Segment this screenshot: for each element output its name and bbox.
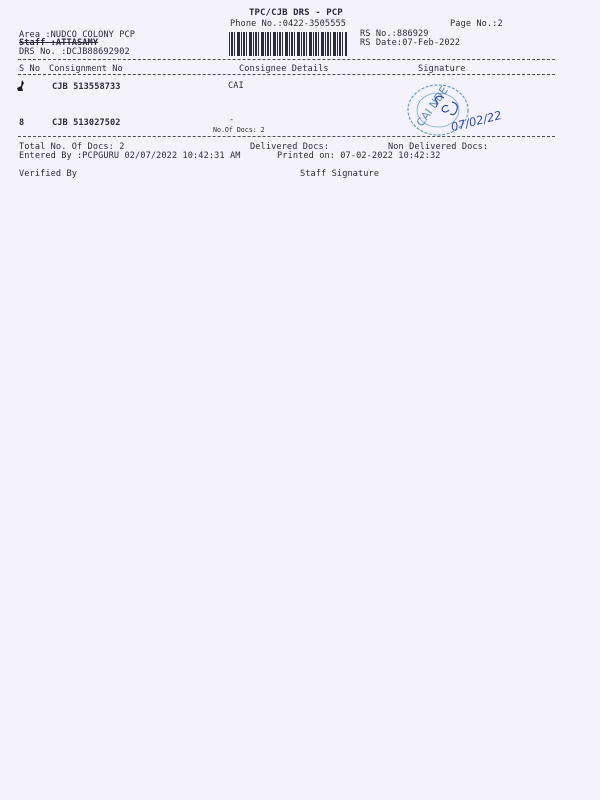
- column-signature: Signature: [418, 64, 466, 74]
- delivered-docs: Delivered Docs:: [250, 142, 330, 152]
- docs-count: No.Of Docs: 2: [213, 126, 265, 134]
- area-label: Area :NUDCO COLONY PCP: [19, 30, 136, 40]
- printed-on: Printed on: 07-02-2022 10:42:32: [277, 151, 441, 161]
- non-delivered-docs: Non Delivered Docs:: [388, 142, 489, 152]
- stamp-handwriting: 07/02/22: [449, 107, 503, 135]
- header-rule: [18, 59, 555, 60]
- phone-number: Phone No.:0422-3505555: [230, 19, 347, 29]
- document-title: TPC/CJB DRS - PCP: [249, 8, 343, 18]
- total-docs: Total No. Of Docs: 2: [19, 142, 125, 152]
- column-consignee: Consignee Details: [239, 64, 329, 74]
- column-sno: S No: [19, 64, 41, 74]
- verified-by: Verified By: [19, 169, 78, 179]
- staff-signature: Staff Signature: [300, 169, 380, 179]
- entered-by: Entered By :PCPGURU 02/07/2022 10:42:31 AM: [19, 151, 241, 161]
- page-number: Page No.:2: [450, 19, 503, 29]
- table-row-2-consignment: CJB 513027502: [52, 118, 121, 128]
- table-row-1-consignment: CJB 513558733: [52, 82, 121, 92]
- barcode: [229, 32, 347, 56]
- rs-number: RS No.:886929: [360, 29, 429, 39]
- table-row-2-consignee: -: [229, 115, 235, 125]
- column-consignment: Consignment No: [49, 64, 123, 74]
- table-row-2-sno: 8: [19, 118, 25, 128]
- row-mark-icon: [16, 80, 26, 92]
- drs-number: DRS No. :DCJB88692902: [19, 47, 130, 57]
- staff-label: Staff :ATTASAMY: [19, 38, 99, 48]
- footer-rule: [18, 136, 555, 137]
- table-row-1-consignee: CAI: [228, 81, 244, 91]
- column-rule: [18, 74, 555, 75]
- rs-date: RS Date:07-Feb-2022: [360, 38, 461, 48]
- stamp-ring-text: CAI NDE: [413, 84, 451, 129]
